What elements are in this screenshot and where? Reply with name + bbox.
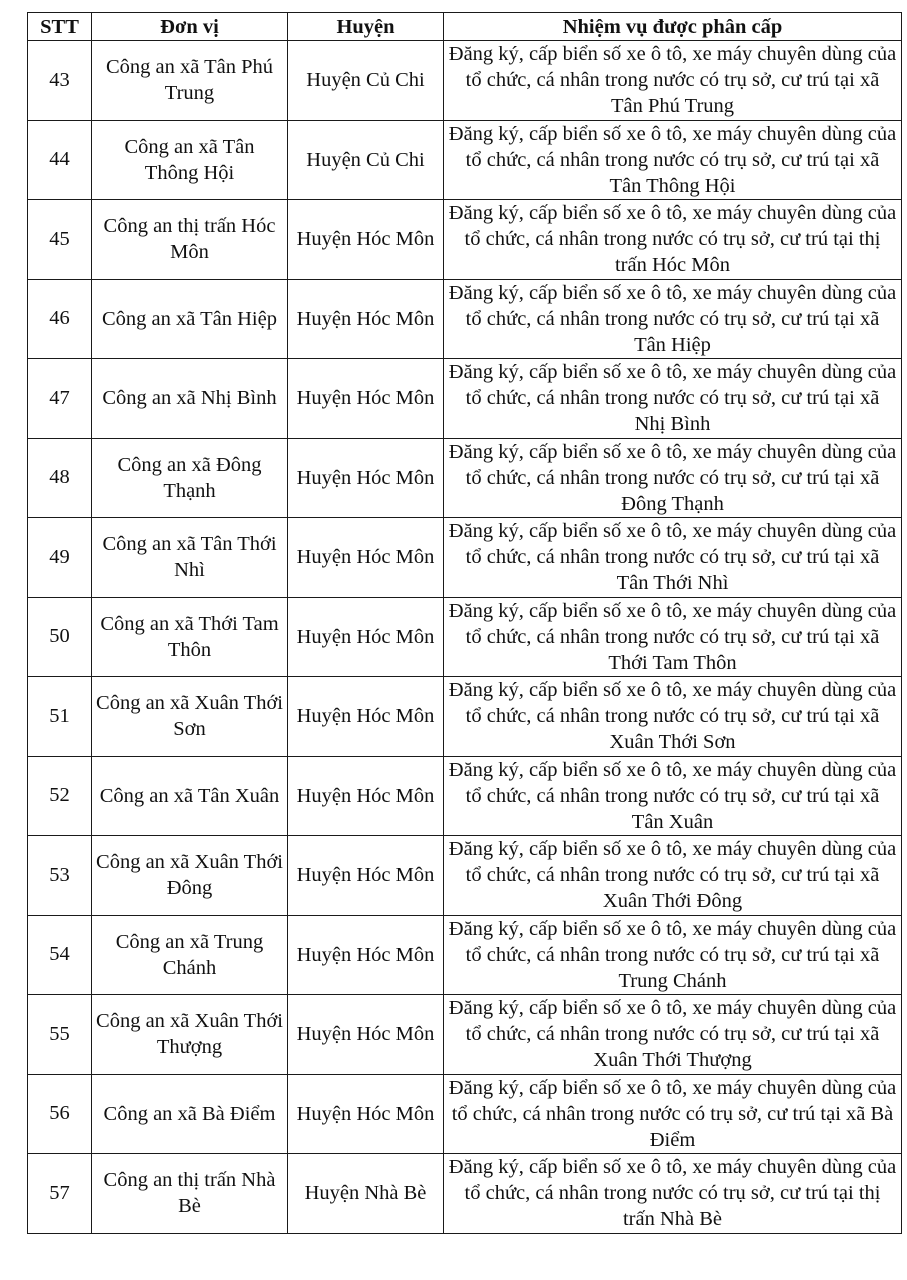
table-header xyxy=(28,13,902,41)
row-stt: 57 xyxy=(28,1154,92,1234)
row-district: Huyện Hóc Môn xyxy=(288,756,444,836)
row-district: Huyện Nhà Bè xyxy=(288,1154,444,1234)
row-task: Đăng ký, cấp biển số xe ô tô, xe máy chuyên dùng của tổ chức, cá nhân trong nước có trụ sở, cư trú tại xã Nhị Bình xyxy=(444,359,902,439)
row-stt: 51 xyxy=(28,677,92,757)
header-district: Huyện xyxy=(288,13,444,41)
table-row xyxy=(28,359,902,439)
row-district: Huyện Hóc Môn xyxy=(288,438,444,518)
row-unit: Công an xã Tân Thới Nhì xyxy=(92,518,288,598)
row-unit: Công an xã Đông Thạnh xyxy=(92,438,288,518)
row-district: Huyện Hóc Môn xyxy=(288,597,444,677)
row-unit: Công an xã Tân Xuân xyxy=(92,756,288,836)
row-unit: Công an xã Bà Điểm xyxy=(92,1074,288,1154)
row-district: Huyện Củ Chi xyxy=(288,41,444,121)
row-stt: 47 xyxy=(28,359,92,439)
row-task: Đăng ký, cấp biển số xe ô tô, xe máy chuyên dùng của tổ chức, cá nhân trong nước có trụ sở, cư trú tại xã Tân Xuân xyxy=(444,756,902,836)
table-row xyxy=(28,915,902,995)
table-row xyxy=(28,41,902,121)
row-task: Đăng ký, cấp biển số xe ô tô, xe máy chuyên dùng của tổ chức, cá nhân trong nước có trụ sở, cư trú tại xã Xuân Thới Đông xyxy=(444,836,902,916)
row-district: Huyện Củ Chi xyxy=(288,120,444,200)
row-stt: 53 xyxy=(28,836,92,916)
row-unit: Công an xã Trung Chánh xyxy=(92,915,288,995)
row-unit: Công an xã Nhị Bình xyxy=(92,359,288,439)
row-stt: 54 xyxy=(28,915,92,995)
row-stt: 52 xyxy=(28,756,92,836)
header-unit: Đơn vị xyxy=(92,13,288,41)
row-task: Đăng ký, cấp biển số xe ô tô, xe máy chuyên dùng của tổ chức, cá nhân trong nước có trụ sở, cư trú tại xã Thới Tam Thôn xyxy=(444,597,902,677)
row-stt: 44 xyxy=(28,120,92,200)
row-unit: Công an thị trấn Nhà Bè xyxy=(92,1154,288,1234)
table-row xyxy=(28,1154,902,1234)
row-stt: 48 xyxy=(28,438,92,518)
row-unit: Công an xã Tân Thông Hội xyxy=(92,120,288,200)
header-stt: STT xyxy=(28,13,92,41)
table-row xyxy=(28,756,902,836)
row-unit: Công an xã Thới Tam Thôn xyxy=(92,597,288,677)
header-row xyxy=(28,13,902,41)
row-district: Huyện Hóc Môn xyxy=(288,279,444,359)
table-row xyxy=(28,677,902,757)
table-row xyxy=(28,279,902,359)
row-district: Huyện Hóc Môn xyxy=(288,200,444,280)
row-task: Đăng ký, cấp biển số xe ô tô, xe máy chuyên dùng của tổ chức, cá nhân trong nước có trụ sở, cư trú tại xã Đông Thạnh xyxy=(444,438,902,518)
row-unit: Công an thị trấn Hóc Môn xyxy=(92,200,288,280)
assignment-table xyxy=(27,12,902,1234)
row-district: Huyện Hóc Môn xyxy=(288,836,444,916)
row-task: Đăng ký, cấp biển số xe ô tô, xe máy chuyên dùng của tổ chức, cá nhân trong nước có trụ sở, cư trú tại xã Xuân Thới Thượng xyxy=(444,995,902,1075)
row-district: Huyện Hóc Môn xyxy=(288,1074,444,1154)
row-unit: Công an xã Tân Phú Trung xyxy=(92,41,288,121)
row-stt: 55 xyxy=(28,995,92,1075)
row-task: Đăng ký, cấp biển số xe ô tô, xe máy chuyên dùng của tổ chức, cá nhân trong nước có trụ sở, cư trú tại thị trấn Hóc Môn xyxy=(444,200,902,280)
row-task: Đăng ký, cấp biển số xe ô tô, xe máy chuyên dùng của tổ chức, cá nhân trong nước có trụ sở, cư trú tại xã Tân Phú Trung xyxy=(444,41,902,121)
row-stt: 56 xyxy=(28,1074,92,1154)
row-stt: 43 xyxy=(28,41,92,121)
table-body xyxy=(28,41,902,1234)
row-task: Đăng ký, cấp biển số xe ô tô, xe máy chuyên dùng của tổ chức, cá nhân trong nước có trụ sở, cư trú tại xã Xuân Thới Sơn xyxy=(444,677,902,757)
table-row xyxy=(28,438,902,518)
row-task: Đăng ký, cấp biển số xe ô tô, xe máy chuyên dùng của tổ chức, cá nhân trong nước có trụ sở, cư trú tại xã Bà Điểm xyxy=(444,1074,902,1154)
row-unit: Công an xã Tân Hiệp xyxy=(92,279,288,359)
table-row xyxy=(28,518,902,598)
row-task: Đăng ký, cấp biển số xe ô tô, xe máy chuyên dùng của tổ chức, cá nhân trong nước có trụ sở, cư trú tại thị trấn Nhà Bè xyxy=(444,1154,902,1234)
row-stt: 50 xyxy=(28,597,92,677)
row-stt: 46 xyxy=(28,279,92,359)
row-district: Huyện Hóc Môn xyxy=(288,677,444,757)
row-task: Đăng ký, cấp biển số xe ô tô, xe máy chuyên dùng của tổ chức, cá nhân trong nước có trụ sở, cư trú tại xã Tân Thông Hội xyxy=(444,120,902,200)
row-district: Huyện Hóc Môn xyxy=(288,915,444,995)
table-row xyxy=(28,120,902,200)
row-unit: Công an xã Xuân Thới Sơn xyxy=(92,677,288,757)
row-district: Huyện Hóc Môn xyxy=(288,359,444,439)
row-task: Đăng ký, cấp biển số xe ô tô, xe máy chuyên dùng của tổ chức, cá nhân trong nước có trụ sở, cư trú tại xã Tân Thới Nhì xyxy=(444,518,902,598)
row-stt: 45 xyxy=(28,200,92,280)
row-task: Đăng ký, cấp biển số xe ô tô, xe máy chuyên dùng của tổ chức, cá nhân trong nước có trụ sở, cư trú tại xã Trung Chánh xyxy=(444,915,902,995)
table-row xyxy=(28,200,902,280)
row-unit: Công an xã Xuân Thới Đông xyxy=(92,836,288,916)
row-stt: 49 xyxy=(28,518,92,598)
row-task: Đăng ký, cấp biển số xe ô tô, xe máy chuyên dùng của tổ chức, cá nhân trong nước có trụ sở, cư trú tại xã Tân Hiệp xyxy=(444,279,902,359)
table-row xyxy=(28,836,902,916)
header-task: Nhiệm vụ được phân cấp xyxy=(444,13,902,41)
table-row xyxy=(28,995,902,1075)
table-row xyxy=(28,597,902,677)
row-district: Huyện Hóc Môn xyxy=(288,518,444,598)
row-district: Huyện Hóc Môn xyxy=(288,995,444,1075)
table-row xyxy=(28,1074,902,1154)
row-unit: Công an xã Xuân Thới Thượng xyxy=(92,995,288,1075)
